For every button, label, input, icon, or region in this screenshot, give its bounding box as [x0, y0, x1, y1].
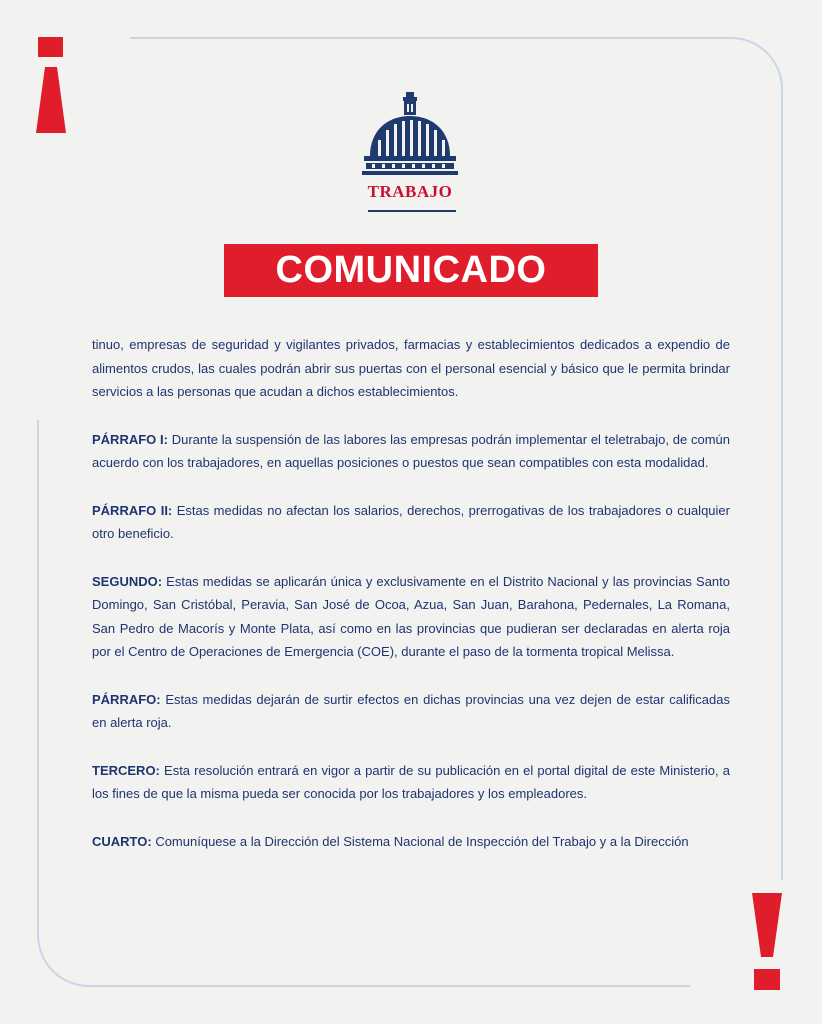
inverted-exclamation-icon	[36, 37, 66, 133]
paragraph-segundo: SEGUNDO: Estas medidas se aplicarán única y exclusivamente en el Distrito Nacional y las provincias Santo Domingo, San Cristóbal, Peravia, San José de Ocoa, Azua, San Juan, Barahona, Pedernales, La Romana, San Pedro de Macorís y Monte Plata, así como en las provincias que pudieran ser declaradas en alerta roja por el Centro de Operaciones de Emergencia (COE), durante el paso de la tormenta tropical Melissa.	[92, 573, 730, 659]
paragraph-label: SEGUNDO:	[92, 573, 163, 589]
paragraph-tercero: TERCERO: Esta resolución entrará en vigor a partir de su publicación en el portal digital de este Ministerio, a los fines de que la misma pueda ser conocida por los trabajadores y los empleadores.	[92, 762, 730, 801]
paragraph-parrafo-i: PÁRRAFO I: Durante la suspensión de las labores las empresas podrán implementar el teletrabajo, de común acuerdo con los trabajadores, en aquellas posiciones o puestos que sean compatibles con esta modalidad.	[92, 431, 730, 470]
exclamation-icon	[752, 893, 782, 990]
paragraph-label: CUARTO:	[92, 833, 152, 849]
paragraph-cuarto: CUARTO: Comuníquese a la Dirección del Sistema Nacional de Inspección del Trabajo y a la Dirección	[92, 833, 689, 849]
paragraph-parrafo-ii: PÁRRAFO II: Estas medidas no afectan los salarios, derechos, prerrogativas de los trabajadores o cualquier otro beneficio.	[92, 502, 730, 541]
paragraph-label: PÁRRAFO I:	[92, 431, 168, 447]
frame-gap-left	[30, 130, 50, 420]
paragraph-label: TERCERO:	[92, 762, 160, 778]
logo-wordmark: TRABAJO	[367, 182, 453, 201]
paragraph-parrafo: PÁRRAFO: Estas medidas dejarán de surtir efectos en dichas provincias una vez dejen de estar calificadas en alerta roja.	[92, 691, 730, 730]
frame-gap-bottom-right	[690, 880, 800, 1000]
paragraph-continuation: tinuo, empresas de seguridad y vigilantes privados, farmacias y establecimientos dedicados a expendio de alimentos crudos, las cuales podrán abrir sus puertas con el personal esencial y básico que le permita brindar servicios a las personas que acudan a dichos establecimientos.	[92, 337, 730, 399]
page-title-banner: COMUNICADO	[224, 244, 598, 297]
paragraph-label: PÁRRAFO:	[92, 691, 161, 707]
communique-body	[92, 333, 730, 853]
paragraph-label: PÁRRAFO II:	[92, 502, 173, 518]
logo-underline	[368, 210, 456, 212]
